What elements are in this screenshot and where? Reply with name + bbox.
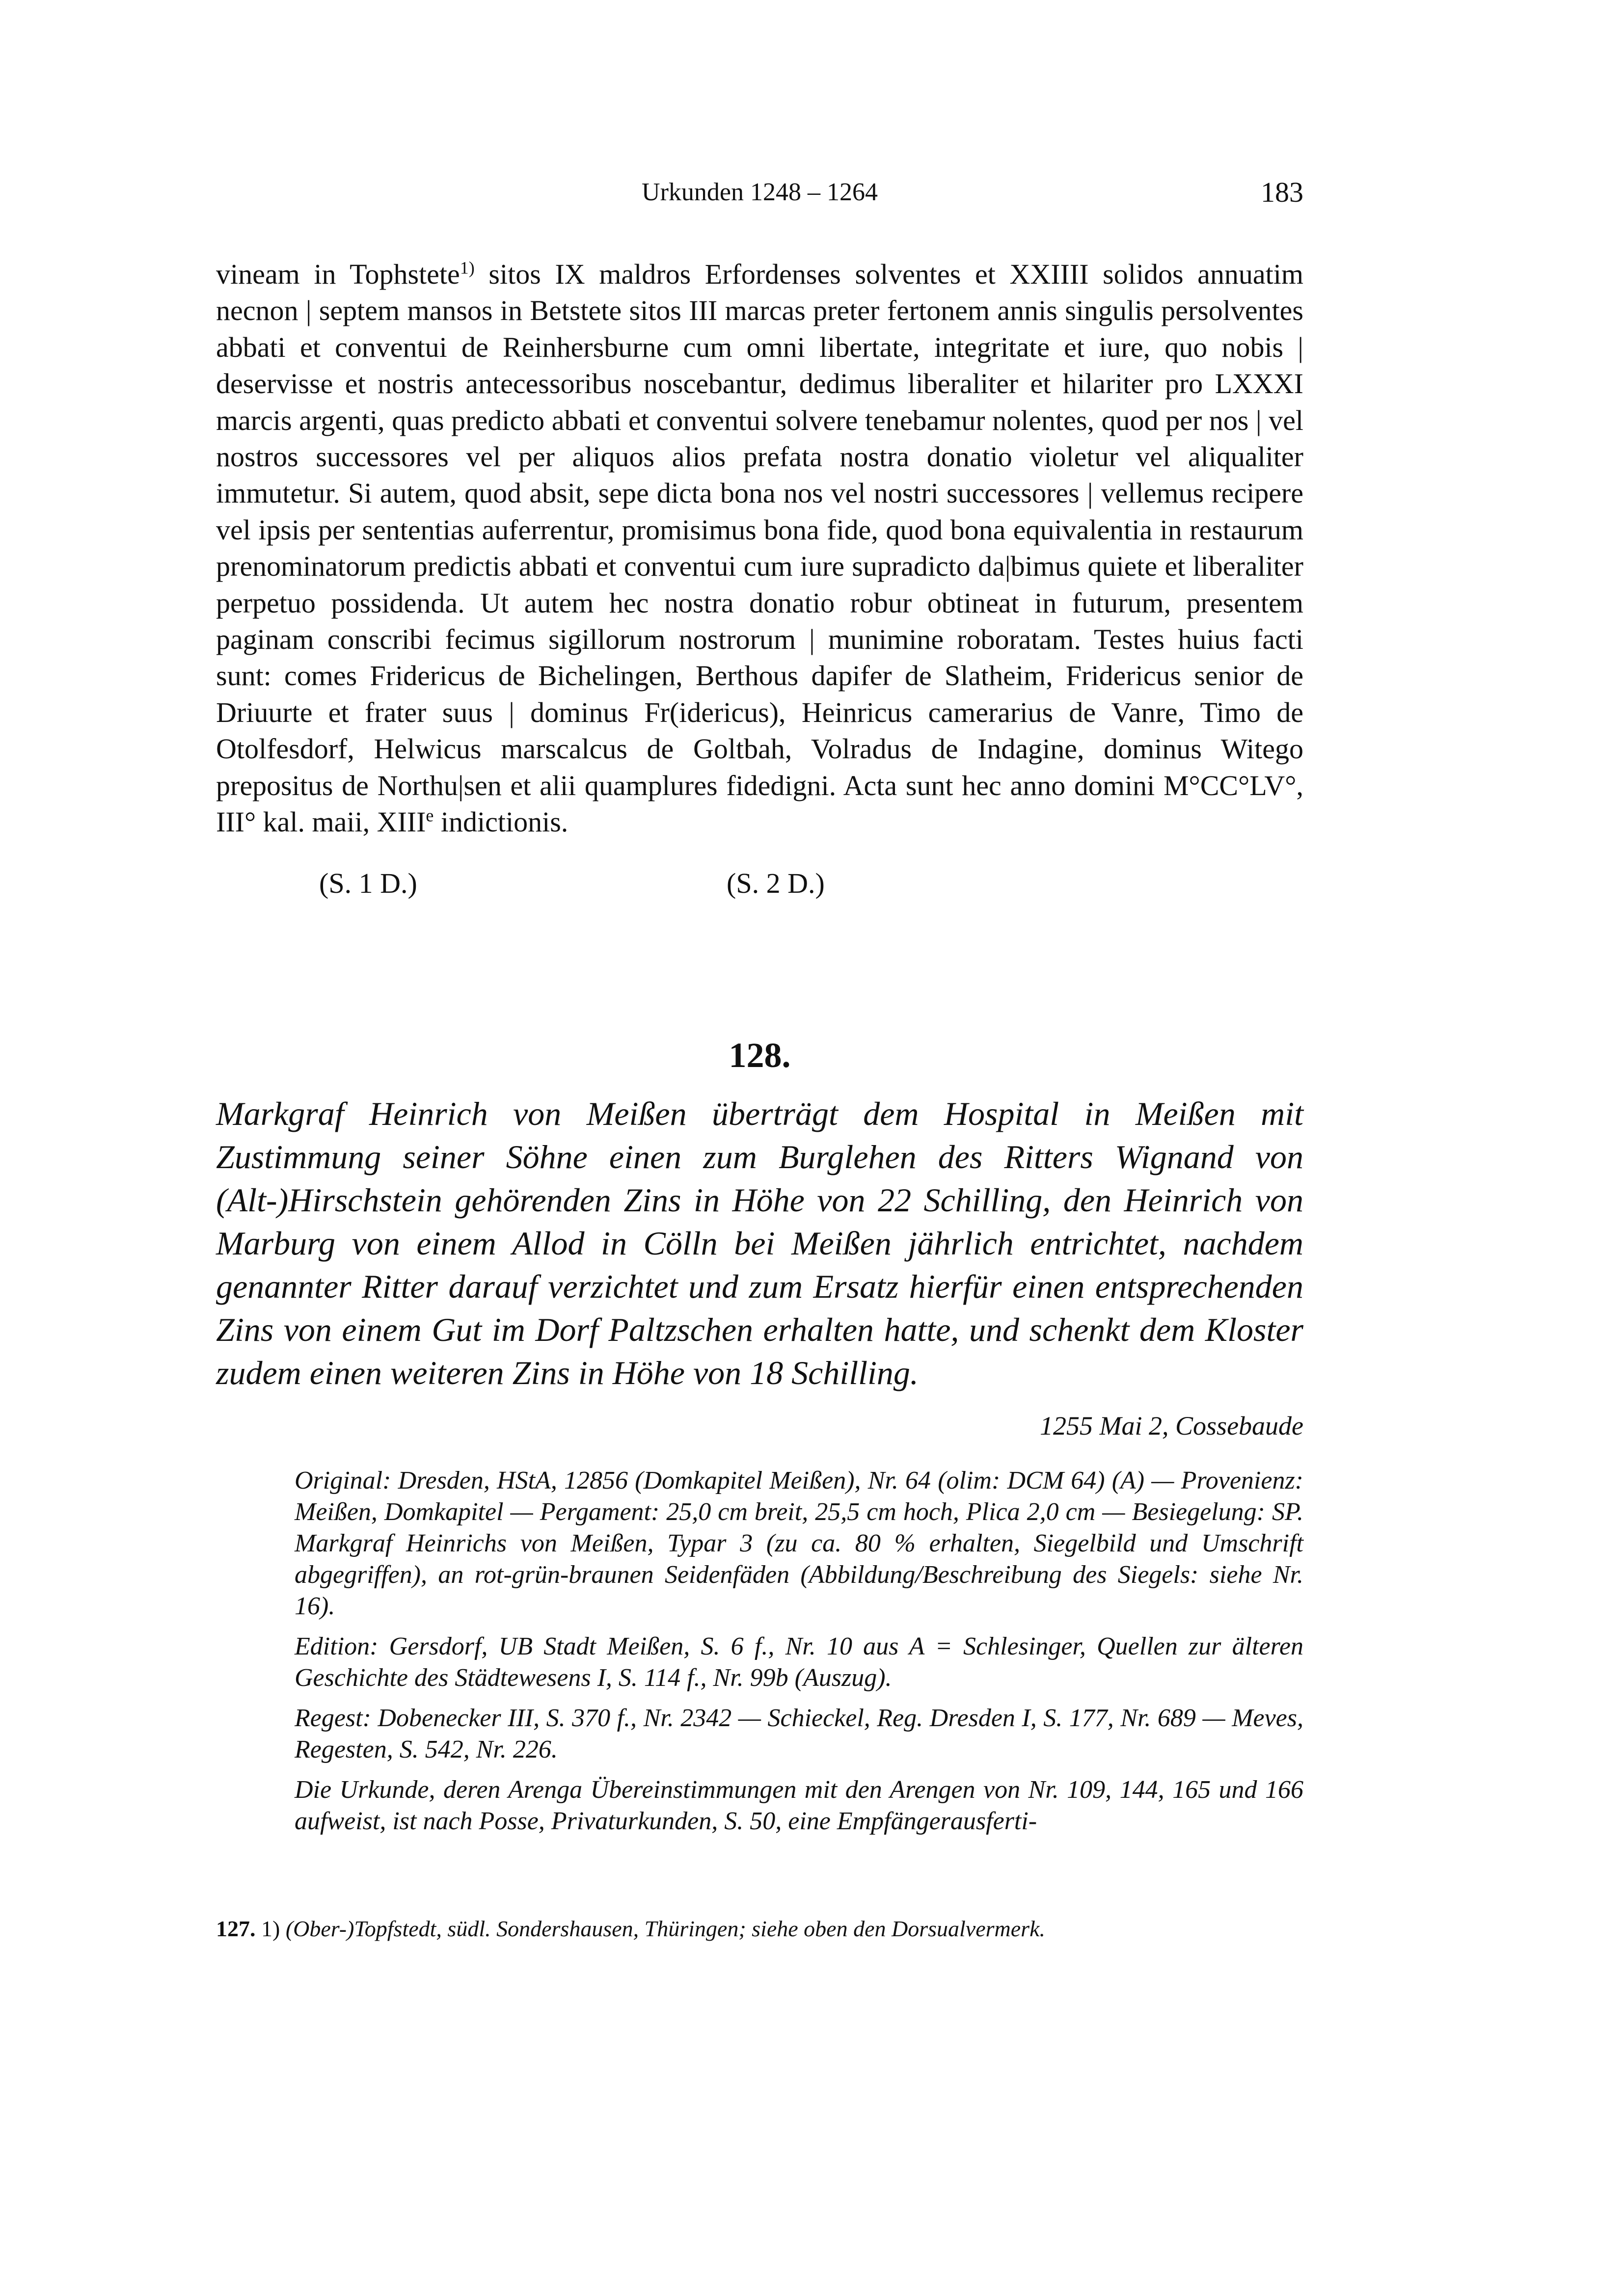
footnote-text: (Ober-)Topfstedt, südl. Sondershausen, Thüringen; siehe oben den Dorsualvermerk. <box>285 1916 1045 1941</box>
note-commentary: Die Urkunde, deren Arenga Übereinstimmungen mit den Arengen von Nr. 109, 144, 165 und 166 aufweist, ist nach Posse, Privaturkunden, S. 50, eine Empfängerausferti- <box>295 1776 1303 1835</box>
note-edition: Edition: Gersdorf, UB Stadt Meißen, S. 6 f., Nr. 10 aus A = Schlesinger, Quellen zur älteren Geschichte des Städtewesens I, S. 114 f., Nr. 99b (Auszug). <box>295 1632 1303 1692</box>
note-regest: Regest: Dobenecker III, S. 370 f., Nr. 2342 — Schieckel, Reg. Dresden I, S. 177, Nr. 689 — Meves, Regesten, S. 542, Nr. 226. <box>295 1704 1303 1763</box>
indiction-superscript: e <box>426 805 434 826</box>
page-number: 183 <box>1261 176 1303 208</box>
note-original: Original: Dresden, HStA, 12856 (Domkapitel Meißen), Nr. 64 (olim: DCM 64) (A) — Provenienz: Meißen, Domkapitel — Pergament: 25,0 cm breit, 25,5 cm hoch, Plica 2,0 cm — Besiegelung: SP. Markgraf Heinrichs von Meißen, Typar 3 (zu ca. 80 % erhalten, Siegelbild und Umschrift abgegriffen), an rot-grün-braunen Seidenfäden (Abbildung/Beschreibung des Siegels: siehe Nr. 16). <box>295 1467 1303 1620</box>
charter-text <box>216 256 1303 841</box>
footnote-marker-ref: 1) <box>261 1916 280 1941</box>
charter-ending: indictionis. <box>433 806 568 838</box>
charter-body: sitos IX maldros Erfordenses solventes et XXIIII solidos annuatim necnon | septem mansos in Betstete sitos III marcas preter fertonem annis singulis persolventes abbati et conventui de Reinhersburne cum omni libertate, integritate et iure, quo nobis | deservisse et nostris antecessoribus noscebantur, dedimus liberaliter et hilariter pro LXXXI marcis argenti, quas predicto abbati et conventui solvere tenebamur nolentes, quod per nos | vel nostros successores vel per aliquos alios prefata nostra donatio violetur vel aliqualiter immutetur. Si autem, quod absit, sepe dicta bona nos vel nostri successores | vellemus recipere vel ipsis per sententias auferrentur, promisimus bona fide, quod bona equivalentia in restaurum prenominatorum predictis abbati et conventui cum iure supradicto da|bimus quiete et liberaliter perpetuo possidenda. Ut autem hec nostra donatio robur obtineat in futurum, presentem paginam conscribi fecimus sigillorum nostrorum | munimine roboratam. Testes huius facti sunt: comes Fridericus de Bichelingen, Berthous dapifer de Slatheim, Fridericus senior de Driuurte et frater suus | dominus Fr(idericus), Heinricus camerarius de Vanre, Timo de Otolfesdorf, Helwicus marscalcus de Goltbah, Volradus de Indagine, dominus Witego prepositus de Northu|sen et alii quamplures fidedigni. Acta sunt hec anno domini M°CC°LV°, III° kal. maii, XIII <box>216 258 1304 838</box>
footnote-marker: 1) <box>460 258 475 278</box>
document-number: 128. <box>729 1036 791 1075</box>
charter-paragraph <box>216 256 1303 841</box>
seal-1: (S. 1 D.) <box>319 867 417 899</box>
date-place: 1255 Mai 2, Cossebaude <box>1040 1411 1303 1441</box>
running-title: Urkunden 1248 – 1264 <box>642 178 878 206</box>
apparatus-notes <box>295 1465 1303 1846</box>
regest-summary: Markgraf Heinrich von Meißen überträgt dem Hospital in Meißen mit Zustimmung seiner Söhne einen zum Burglehen des Ritters Wignand von (Alt-)Hirschstein gehörenden Zins in Höhe von 22 Schilling, den Heinrich von Marburg von einem Allod in Cölln bei Meißen jährlich entrichtet, nachdem genannter Ritter darauf verzichtet und zum Ersatz hierfür einen entsprechenden Zins von einem Gut im Dorf Paltzschen erhalten hatte, und schenkt dem Kloster zudem einen weiteren Zins in Höhe von 18 Schilling. <box>216 1095 1303 1391</box>
footnote-doc-ref: 127. <box>216 1916 256 1941</box>
seal-2: (S. 2 D.) <box>727 867 825 899</box>
running-head <box>216 173 1303 212</box>
footnote <box>216 1914 1303 1944</box>
seal-markers <box>216 864 1303 903</box>
charter-lead: vineam in Tophstete <box>216 258 460 290</box>
